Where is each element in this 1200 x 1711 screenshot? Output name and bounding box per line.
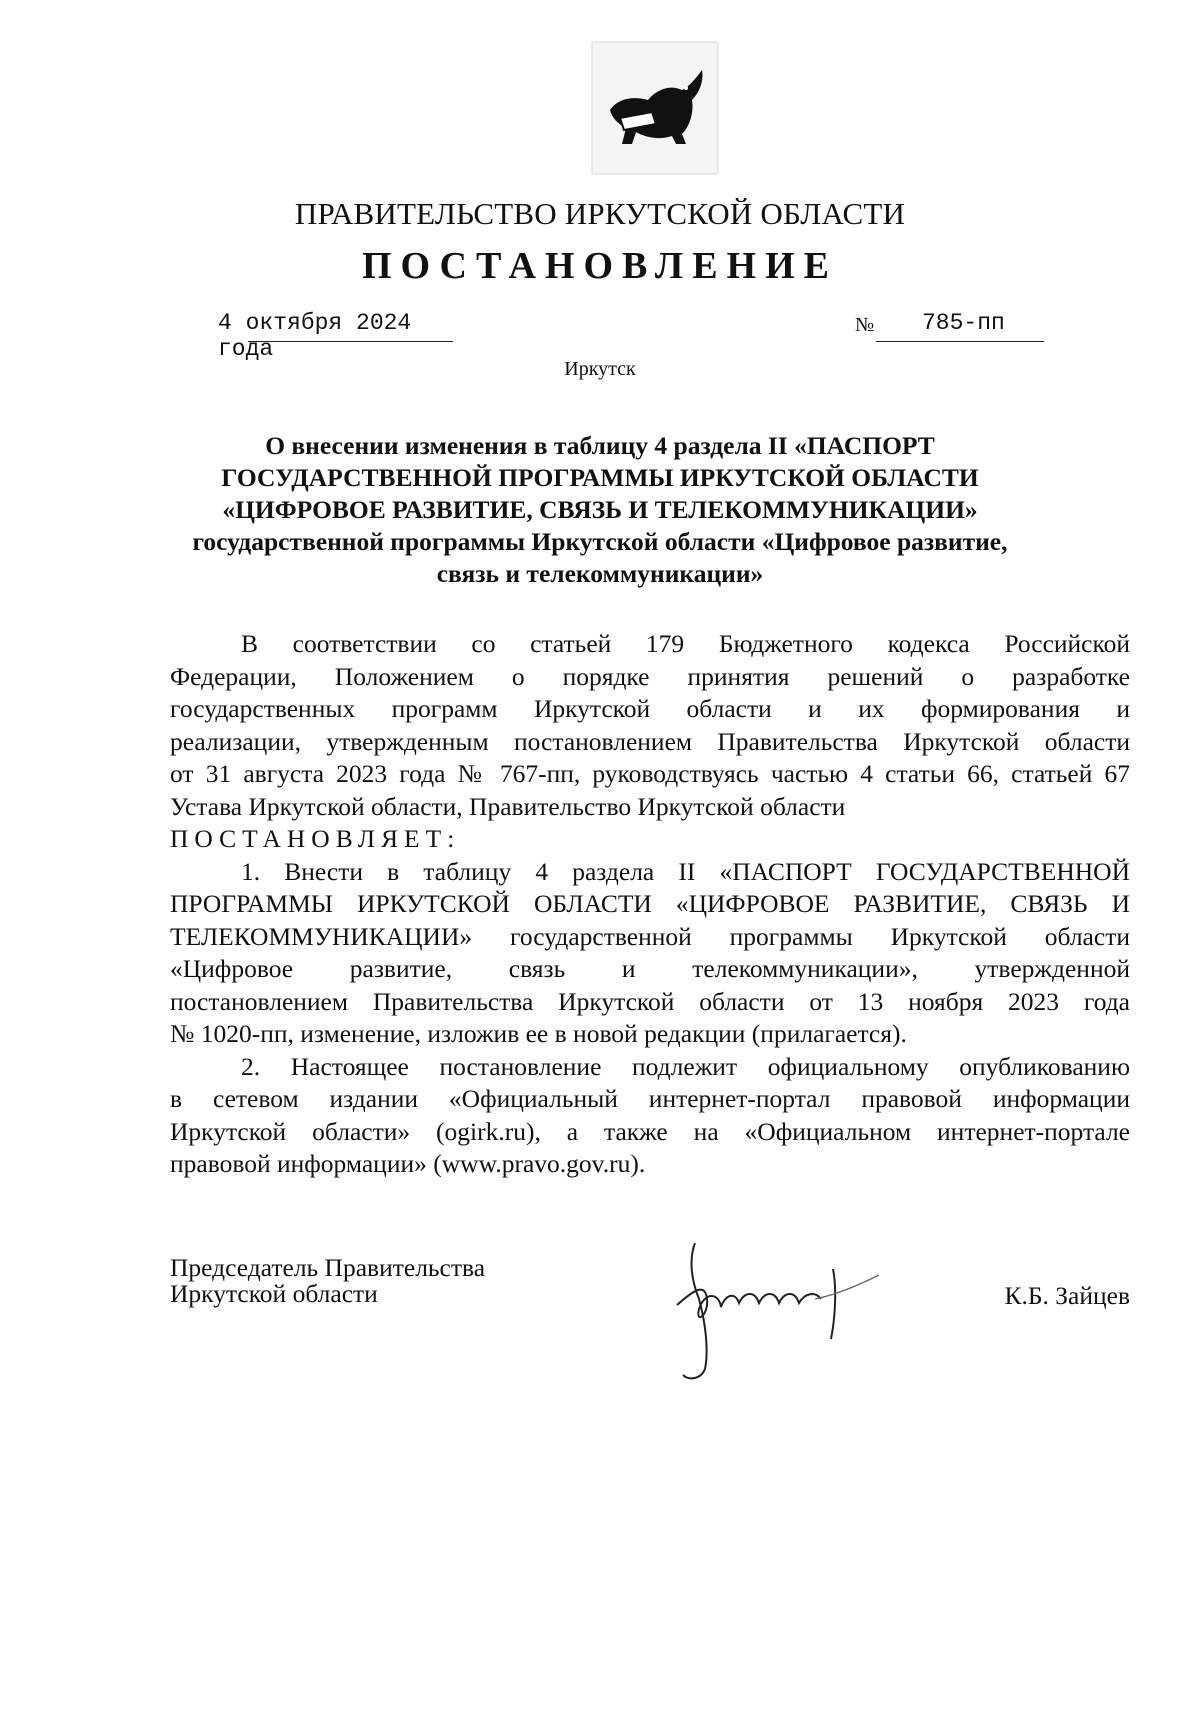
number-sign: №	[855, 314, 875, 336]
document-date: 4 октября 2024 года	[218, 310, 412, 362]
number-underline	[876, 341, 1044, 342]
date-underline	[248, 341, 453, 342]
title-line: О внесении изменения в таблицу 4 раздела II «ПАСПОРТ	[265, 431, 935, 460]
signatory-name: К.Б. Зайцев	[1004, 1281, 1130, 1310]
decree-word: ПОСТАНОВЛЯЕТ:	[170, 824, 461, 853]
government-name: ПРАВИТЕЛЬСТВО ИРКУТСКОЙ ОБЛАСТИ	[294, 196, 906, 231]
handwritten-signature	[665, 1229, 905, 1389]
document-title	[170, 430, 1030, 590]
text-line: Устава Иркутской области, Правительство Иркутской области	[170, 791, 846, 821]
text-line: Иркутской области» (ogirk.ru), а также на «Официальном интернет-портале	[170, 1116, 1130, 1146]
irkutsk-coat-of-arms-icon	[590, 40, 720, 180]
text-line: 1. Внести в таблицу 4 раздела II «ПАСПОРТ ГОСУДАРСТВЕННОЙ	[241, 856, 1130, 886]
item-1-paragraph-cont	[170, 888, 1130, 1051]
text-line: в сетевом издании «Официальный интернет-портал правовой информации	[170, 1084, 1130, 1113]
signatory-position-line: Иркутской области	[170, 1279, 378, 1308]
item-2-paragraph-cont	[170, 1083, 1130, 1181]
text-line: ПРОГРАММЫ ИРКУТСКОЙ ОБЛАСТИ «ЦИФРОВОЕ РАЗВИТИЕ, СВЯЗЬ И	[170, 889, 1130, 918]
text-line: ТЕЛЕКОММУНИКАЦИИ» государственной программы Иркутской области	[170, 921, 1130, 951]
text-line: государственных программ Иркутской области и их формирования и	[170, 694, 1130, 723]
text-line: реализации, утвержденным постановлением Правительства Иркутской области	[170, 726, 1130, 756]
signatory-position-line: Председатель Правительства	[170, 1253, 486, 1282]
text-line: правовой информации» (www.pravo.gov.ru).	[170, 1149, 646, 1178]
document-number: 785-пп	[922, 310, 1005, 336]
title-line: «ЦИФРОВОЕ РАЗВИТИЕ, СВЯЗЬ И ТЕЛЕКОММУНИКАЦИИ»	[222, 495, 978, 524]
title-line: связь и телекоммуникации»	[436, 559, 764, 588]
text-line: № 1020-пп, изменение, изложив ее в новой редакции (прилагается).	[170, 1019, 907, 1048]
title-line: ГОСУДАРСТВЕННОЙ ПРОГРАММЫ ИРКУТСКОЙ ОБЛАСТИ	[221, 463, 979, 492]
text-line: постановлением Правительства Иркутской области от 13 ноября 2023 года	[170, 986, 1130, 1016]
signature-block	[170, 1255, 1130, 1415]
document-body	[170, 628, 1130, 1181]
document-type: ПОСТАНОВЛЕНИЕ	[361, 245, 839, 287]
text-line: 2. Настоящее постановление подлежит официальному опубликованию	[241, 1051, 1130, 1081]
signatory-position	[170, 1255, 485, 1307]
preamble-paragraph-cont	[170, 661, 1130, 856]
city-name: Иркутск	[564, 358, 636, 380]
text-line: В соответствии со статьей 179 Бюджетного кодекса Российской	[241, 629, 1130, 658]
item-2-paragraph	[170, 1051, 1130, 1084]
text-line: «Цифровое развитие, связь и телекоммуникации», утвержденной	[170, 954, 1130, 983]
preamble-paragraph	[170, 628, 1130, 661]
title-line: государственной программы Иркутской области «Цифровое развитие,	[192, 527, 1008, 556]
text-line: Федерации, Положением о порядке принятия решений о разработке	[170, 661, 1130, 691]
item-1-paragraph	[170, 856, 1130, 889]
text-line: от 31 августа 2023 года № 767-пп, руководствуясь частью 4 статьи 66, статьей 67	[170, 759, 1130, 788]
